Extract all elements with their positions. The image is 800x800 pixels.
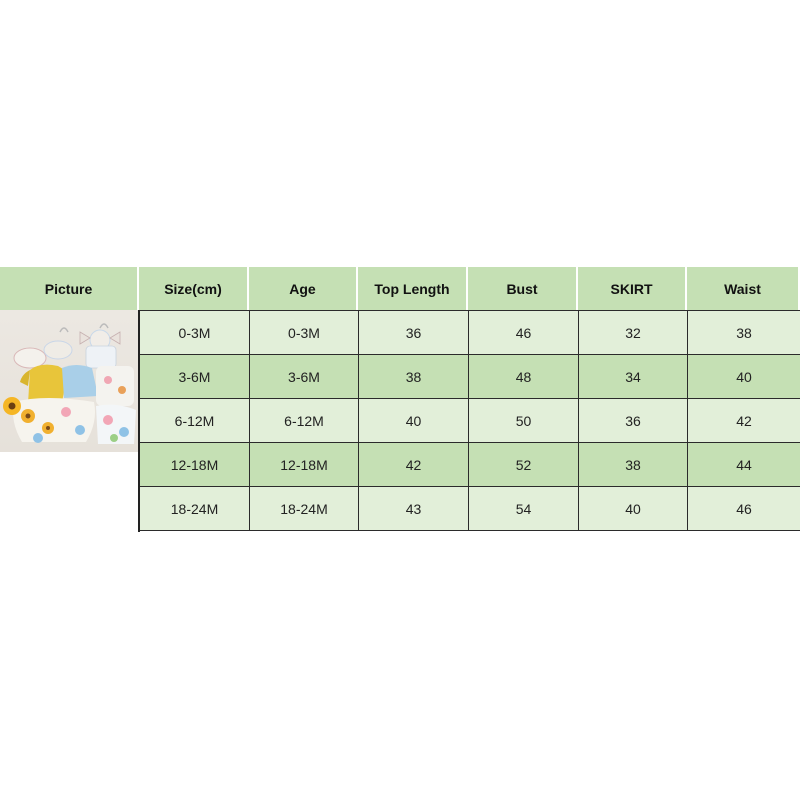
size-chart-table — [0, 267, 800, 532]
cell-size: 6-12M — [140, 399, 250, 442]
table-row — [140, 398, 800, 442]
cell-skirt: 38 — [579, 443, 688, 486]
cell-top-length: 36 — [359, 311, 469, 354]
cell-skirt: 36 — [579, 399, 688, 442]
header-skirt: SKIRT — [578, 267, 685, 310]
header-age: Age — [249, 267, 356, 310]
cell-size: 12-18M — [140, 443, 250, 486]
cell-skirt: 32 — [579, 311, 688, 354]
cell-bust: 48 — [469, 355, 579, 398]
table-row — [140, 354, 800, 398]
cell-waist: 44 — [736, 456, 752, 473]
cell-skirt: 40 — [579, 487, 688, 530]
cell-age: 0-3M — [250, 311, 359, 354]
table-row — [140, 486, 800, 531]
cell-size: 3-6M — [140, 355, 250, 398]
cell-bust: 46 — [469, 311, 579, 354]
picture-cell — [0, 310, 138, 532]
cell-size: 0-3M — [140, 311, 250, 354]
table-row — [140, 310, 800, 354]
cell-age: 6-12M — [250, 399, 359, 442]
size-data-grid — [138, 310, 800, 532]
cell-skirt: 34 — [579, 355, 688, 398]
cell-waist: 40 — [736, 368, 752, 385]
product-photo-icon — [0, 310, 138, 452]
header-top-length: Top Length — [358, 267, 466, 310]
cell-size: 18-24M — [140, 487, 250, 530]
cell-bust: 50 — [469, 399, 579, 442]
cell-top-length: 42 — [359, 443, 469, 486]
cell-bust: 52 — [469, 443, 579, 486]
cell-age: 12-18M — [250, 443, 359, 486]
header-size: Size(cm) — [139, 267, 247, 310]
table-row — [140, 442, 800, 486]
cell-waist: 42 — [736, 412, 752, 429]
header-picture: Picture — [0, 267, 137, 310]
cell-bust: 54 — [469, 487, 579, 530]
table-header-row — [0, 267, 800, 310]
header-waist: Waist — [687, 267, 798, 310]
cell-age: 3-6M — [250, 355, 359, 398]
cell-waist: 46 — [736, 500, 752, 517]
header-bust: Bust — [468, 267, 576, 310]
cell-age: 18-24M — [250, 487, 359, 530]
cell-top-length: 38 — [359, 355, 469, 398]
cell-top-length: 40 — [359, 399, 469, 442]
cell-top-length: 43 — [359, 487, 469, 530]
cell-waist: 38 — [736, 324, 752, 341]
